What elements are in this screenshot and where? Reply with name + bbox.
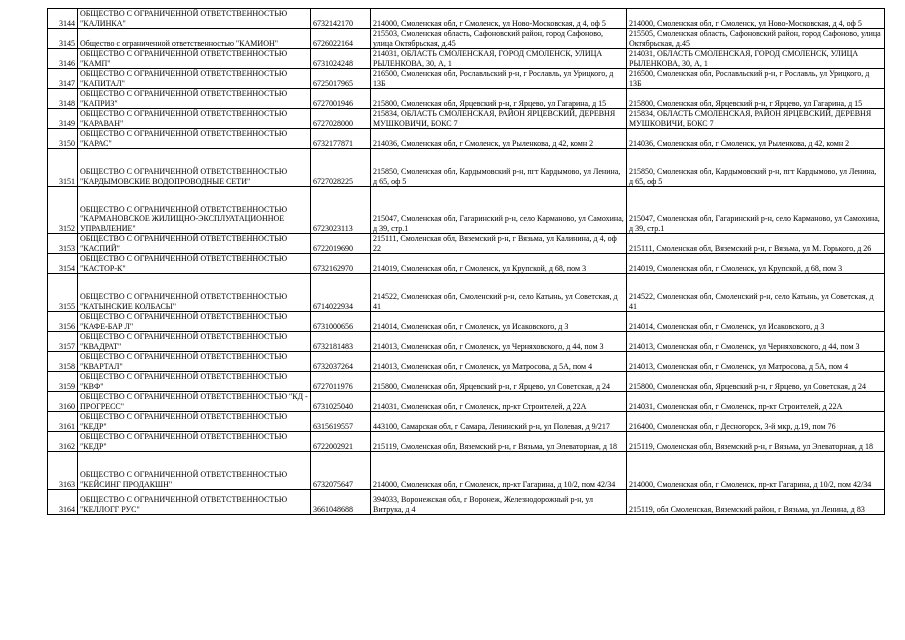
actual-address: 214000, Смоленская обл, г Смоленск, пр-кт Гагарина, д 10/2, пом 42/34 [627,452,885,490]
legal-address: 215111, Смоленская обл, Вяземский р-н, г Вязьма, ул Калинина, д 4, оф 22 [371,234,627,254]
legal-address: 443100, Самарская обл, г Самара, Ленинский р-н, ул Полевая, д 9/217 [371,412,627,432]
organization-name: ОБЩЕСТВО С ОГРАНИЧЕННОЙ ОТВЕТСТВЕННОСТЬЮ "КАМП" [78,49,311,69]
row-number: 3159 [48,372,78,392]
row-number: 3149 [48,109,78,129]
actual-address: 214522, Смоленская обл, Смоленский р-н, село Катынь, ул Советская, д 41 [627,274,885,312]
table-row [48,352,885,372]
table-row [48,412,885,432]
organization-name: ОБЩЕСТВО С ОГРАНИЧЕННОЙ ОТВЕТСТВЕННОСТЬЮ "КЕЙСИНГ ПРОДАКШН" [78,452,311,490]
table-row [48,234,885,254]
table-row [48,29,885,49]
inn-number: 6731024248 [311,49,371,69]
actual-address: 215047, Смоленская обл, Гагаринский р-н, село Карманово, ул Самохина, д 39, стр.1 [627,187,885,234]
inn-number: 6731025040 [311,392,371,412]
row-number: 3148 [48,89,78,109]
row-number: 3144 [48,9,78,29]
row-number: 3163 [48,452,78,490]
row-number: 3160 [48,392,78,412]
actual-address: 214013, Смоленская обл, г Смоленск, ул Матросова, д 5А, пом 4 [627,352,885,372]
actual-address: 214031, Смоленская обл, г Смоленск, пр-кт Строителей, д 22А [627,392,885,412]
organization-registry-table [47,8,885,515]
inn-number: 6727028000 [311,109,371,129]
row-number: 3150 [48,129,78,149]
legal-address: 214013, Смоленская обл, г Смоленск, ул Черняховского, д 44, пом 3 [371,332,627,352]
organization-name: ОБЩЕСТВО С ОГРАНИЧЕННОЙ ОТВЕТСТВЕННОСТЬЮ "КД - ПРОГРЕСС" [78,392,311,412]
row-number: 3145 [48,29,78,49]
legal-address: 214036, Смоленская обл, г Смоленск, ул Рыленкова, д 42, комн 2 [371,129,627,149]
table-row [48,9,885,29]
actual-address: 214013, Смоленская обл, г Смоленск, ул Черняховского, д 44, пом 3 [627,332,885,352]
organization-name: ОБЩЕСТВО С ОГРАНИЧЕННОЙ ОТВЕТСТВЕННОСТЬЮ "КАРАС" [78,129,311,149]
row-number: 3152 [48,187,78,234]
inn-number: 6315619557 [311,412,371,432]
table-row [48,274,885,312]
organization-name: ОБЩЕСТВО С ОГРАНИЧЕННОЙ ОТВЕТСТВЕННОСТЬЮ "КВФ" [78,372,311,392]
table-row [48,490,885,515]
table-row [48,372,885,392]
organization-name: ОБЩЕСТВО С ОГРАНИЧЕННОЙ ОТВЕТСТВЕННОСТЬЮ "КЕДР" [78,412,311,432]
inn-number: 6725017965 [311,69,371,89]
table-row [48,69,885,89]
organization-name: ОБЩЕСТВО С ОГРАНИЧЕННОЙ ОТВЕТСТВЕННОСТЬЮ "КАПИТАЛ" [78,69,311,89]
table-row [48,149,885,187]
actual-address: 215119, обл Смоленская, Вяземский район, г Вязьма, ул Ленина, д 83 [627,490,885,515]
actual-address: 214036, Смоленская обл, г Смоленск, ул Рыленкова, д 42, комн 2 [627,129,885,149]
row-number: 3146 [48,49,78,69]
legal-address: 215119, Смоленская обл, Вяземский р-н, г Вязьма, ул Элеваторная, д 18 [371,432,627,452]
inn-number: 6732142170 [311,9,371,29]
actual-address: 215800, Смоленская обл, Ярцевский р-н, г Ярцево, ул Советская, д 24 [627,372,885,392]
inn-number: 6732037264 [311,352,371,372]
table-row [48,452,885,490]
inn-number: 6731000656 [311,312,371,332]
legal-address: 215047, Смоленская обл, Гагаринский р-н, село Карманово, ул Самохина, д 39, стр.1 [371,187,627,234]
organization-name: ОБЩЕСТВО С ОГРАНИЧЕННОЙ ОТВЕТСТВЕННОСТЬЮ "КАРДЫМОВСКИЕ ВОДОПРОВОДНЫЕ СЕТИ" [78,149,311,187]
actual-address: 215119, Смоленская обл, Вяземский р-н, г Вязьма, ул Элеваторная, д 18 [627,432,885,452]
organization-name: ОБЩЕСТВО С ОГРАНИЧЕННОЙ ОТВЕТСТВЕННОСТЬЮ "КАРМАНОВСКОЕ ЖИЛИЩНО-ЭКСПЛУАТАЦИОННОЕ УПРАВЛЕНИЕ" [78,187,311,234]
actual-address: 215111, Смоленская обл, Вяземский р-н, г Вязьма, ул М. Горького, д 26 [627,234,885,254]
inn-number: 6732075647 [311,452,371,490]
actual-address: 214031, ОБЛАСТЬ СМОЛЕНСКАЯ, ГОРОД СМОЛЕНСК, УЛИЦА РЫЛЕНКОВА, 30, А, 1 [627,49,885,69]
actual-address: 214000, Смоленская обл, г Смоленск, ул Ново-Московская, д 4, оф 5 [627,9,885,29]
inn-number: 6732181483 [311,332,371,352]
inn-number: 6727028225 [311,149,371,187]
legal-address: 215800, Смоленская обл, Ярцевский р-н, г Ярцево, ул Гагарина, д 15 [371,89,627,109]
row-number: 3161 [48,412,78,432]
legal-address: 214013, Смоленская обл, г Смоленск, ул Матросова, д 5А, пом 4 [371,352,627,372]
table-row [48,312,885,332]
organization-name: ОБЩЕСТВО С ОГРАНИЧЕННОЙ ОТВЕТСТВЕННОСТЬЮ "КАФЕ-БАР Л" [78,312,311,332]
actual-address: 215834, ОБЛАСТЬ СМОЛЕНСКАЯ, РАЙОН ЯРЦЕВСКИЙ, ДЕРЕВНЯ МУШКОВИЧИ, БОКС 7 [627,109,885,129]
table-row [48,109,885,129]
row-number: 3157 [48,332,78,352]
organization-name: ОБЩЕСТВО С ОГРАНИЧЕННОЙ ОТВЕТСТВЕННОСТЬЮ "КАСТОР-К" [78,254,311,274]
legal-address: 215503, Смоленская область, Сафоновский район, город Сафоново, улица Октябрьская, д.45 [371,29,627,49]
inn-number: 6722019690 [311,234,371,254]
legal-address: 214031, ОБЛАСТЬ СМОЛЕНСКАЯ, ГОРОД СМОЛЕНСК, УЛИЦА РЫЛЕНКОВА, 30, А, 1 [371,49,627,69]
table-row [48,129,885,149]
table-row [48,432,885,452]
table-row [48,187,885,234]
row-number: 3154 [48,254,78,274]
legal-address: 214014, Смоленская обл, г Смоленск, ул Исаковского, д 3 [371,312,627,332]
actual-address: 216500, Смоленская обл, Рославльский р-н, г Рославль, ул Урицкого, д 13Б [627,69,885,89]
organization-name: ОБЩЕСТВО С ОГРАНИЧЕННОЙ ОТВЕТСТВЕННОСТЬЮ "КАЛИНКА" [78,9,311,29]
organization-name: ОБЩЕСТВО С ОГРАНИЧЕННОЙ ОТВЕТСТВЕННОСТЬЮ "КЕЛЛОГГ РУС" [78,490,311,515]
actual-address: 215850, Смоленская обл, Кардымовский р-н, пгт Кардымово, ул Ленина, д 65, оф 5 [627,149,885,187]
legal-address: 214522, Смоленская обл, Смоленский р-н, село Катынь, ул Советская, д 41 [371,274,627,312]
legal-address: 214019, Смоленская обл, г Смоленск, ул Крупской, д 68, пом 3 [371,254,627,274]
organization-name: ОБЩЕСТВО С ОГРАНИЧЕННОЙ ОТВЕТСТВЕННОСТЬЮ "КЕДР" [78,432,311,452]
row-number: 3158 [48,352,78,372]
row-number: 3156 [48,312,78,332]
organization-name: Общество с ограниченной ответственностью "КАМИОН" [78,29,311,49]
inn-number: 3661048688 [311,490,371,515]
table-row [48,254,885,274]
legal-address: 214000, Смоленская обл, г Смоленск, пр-кт Гагарина, д 10/2, пом 42/34 [371,452,627,490]
row-number: 3151 [48,149,78,187]
inn-number: 6722002921 [311,432,371,452]
table-row [48,49,885,69]
table-row [48,392,885,412]
inn-number: 6732177871 [311,129,371,149]
actual-address: 214019, Смоленская обл, г Смоленск, ул Крупской, д 68, пом 3 [627,254,885,274]
registry-table-body [48,9,885,515]
inn-number: 6723023113 [311,187,371,234]
organization-name: ОБЩЕСТВО С ОГРАНИЧЕННОЙ ОТВЕТСТВЕННОСТЬЮ "КВАДРАТ" [78,332,311,352]
actual-address: 215505, Смоленская область, Сафоновский район, город Сафоново, улица Октябрьская, д.45 [627,29,885,49]
inn-number: 6732162970 [311,254,371,274]
inn-number: 6714022934 [311,274,371,312]
organization-name: ОБЩЕСТВО С ОГРАНИЧЕННОЙ ОТВЕТСТВЕННОСТЬЮ "КАТЫНСКИЕ КОЛБАСЫ" [78,274,311,312]
table-row [48,89,885,109]
row-number: 3164 [48,490,78,515]
legal-address: 214000, Смоленская обл, г Смоленск, ул Ново-Московская, д 4, оф 5 [371,9,627,29]
actual-address: 214014, Смоленская обл, г Смоленск, ул Исаковского, д 3 [627,312,885,332]
table-row [48,332,885,352]
organization-name: ОБЩЕСТВО С ОГРАНИЧЕННОЙ ОТВЕТСТВЕННОСТЬЮ "КАРАВАН" [78,109,311,129]
legal-address: 394033, Воронежская обл, г Воронеж, Железнодорожный р-н, ул Витрука, д 4 [371,490,627,515]
legal-address: 215834, ОБЛАСТЬ СМОЛЕНСКАЯ, РАЙОН ЯРЦЕВСКИЙ, ДЕРЕВНЯ МУШКОВИЧИ, БОКС 7 [371,109,627,129]
inn-number: 6727011976 [311,372,371,392]
legal-address: 215800, Смоленская обл, Ярцевский р-н, г Ярцево, ул Советская, д 24 [371,372,627,392]
row-number: 3155 [48,274,78,312]
row-number: 3162 [48,432,78,452]
actual-address: 215800, Смоленская обл, Ярцевский р-н, г Ярцево, ул Гагарина, д 15 [627,89,885,109]
legal-address: 215850, Смоленская обл, Кардымовский р-н, пгт Кардымово, ул Ленина, д 65, оф 5 [371,149,627,187]
actual-address: 216400, Смоленская обл, г Десногорск, 3-й мкр, д.19, пом 76 [627,412,885,432]
organization-name: ОБЩЕСТВО С ОГРАНИЧЕННОЙ ОТВЕТСТВЕННОСТЬЮ "КВАРТАЛ" [78,352,311,372]
legal-address: 214031, Смоленская обл, г Смоленск, пр-кт Строителей, д 22А [371,392,627,412]
inn-number: 6727001946 [311,89,371,109]
inn-number: 6726022164 [311,29,371,49]
row-number: 3153 [48,234,78,254]
organization-name: ОБЩЕСТВО С ОГРАНИЧЕННОЙ ОТВЕТСТВЕННОСТЬЮ "КАПРИЗ" [78,89,311,109]
legal-address: 216500, Смоленская обл, Рославльский р-н, г Рославль, ул Урицкого, д 13Б [371,69,627,89]
row-number: 3147 [48,69,78,89]
organization-name: ОБЩЕСТВО С ОГРАНИЧЕННОЙ ОТВЕТСТВЕННОСТЬЮ "КАСПИЙ" [78,234,311,254]
